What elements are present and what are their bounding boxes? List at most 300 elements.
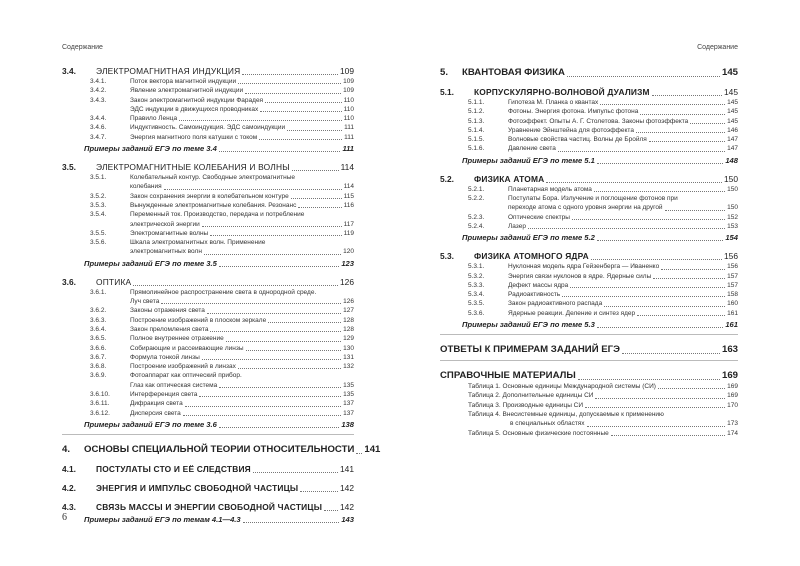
toc-number: 3.6.11. <box>90 400 110 408</box>
toc-leader <box>572 219 725 220</box>
toc-title: Дисперсия света <box>130 409 181 417</box>
toc-title-cont: электрической энергии <box>130 220 200 228</box>
toc-leader <box>578 379 720 380</box>
toc-page: 141 <box>340 463 354 474</box>
toc-title: ФИЗИКА АТОМНОГО ЯДРА <box>474 251 589 262</box>
toc-title: Электромагнитные волны <box>130 229 209 237</box>
toc-number: 3.4.4. <box>90 115 107 123</box>
toc-item <box>62 96 354 105</box>
toc-page: 123 <box>341 258 354 268</box>
toc-title: ЭЛЕКТРОМАГНИТНЫЕ КОЛЕБАНИЯ И ВОЛНЫ <box>96 162 290 173</box>
toc-title: Закон преломления света <box>130 325 209 333</box>
toc-leader <box>587 426 726 427</box>
toc-item <box>62 238 354 257</box>
toc-title: Уравнение Эйнштейна для фотоэффекта <box>508 126 634 134</box>
toc-page: 126 <box>340 276 354 287</box>
toc-number: 5.3.2. <box>468 272 485 280</box>
toc-leader <box>611 435 725 436</box>
toc-section <box>62 277 354 288</box>
toc-leader <box>300 491 338 492</box>
toc-page: 130 <box>343 344 354 352</box>
toc-leader <box>253 472 338 473</box>
toc-leader <box>259 139 342 140</box>
toc-item <box>62 123 354 132</box>
toc-item <box>440 117 738 126</box>
toc-page: 157 <box>727 272 738 280</box>
toc-leader <box>594 191 725 192</box>
toc-leader <box>690 123 725 124</box>
toc-title: Законы отражения света <box>130 307 205 315</box>
toc-item <box>62 334 354 343</box>
toc-page: 173 <box>727 420 738 428</box>
toc-number: 4.3. <box>62 501 76 512</box>
toc-title: Закон сохранения энергии в колебательном контуре <box>130 192 289 200</box>
toc-number: 3.6.12. <box>90 409 110 417</box>
toc-page: 135 <box>343 391 354 399</box>
toc-examples <box>62 143 354 154</box>
toc-title: Построение изображений в плоском зеркале <box>130 316 267 324</box>
toc-item <box>62 399 354 408</box>
toc-title: Примеры заданий ЕГЭ по теме 3.6 <box>84 419 217 429</box>
toc-number: 5.2.1. <box>468 185 485 193</box>
toc-leader <box>199 396 341 397</box>
toc-item <box>62 229 354 238</box>
toc-leader <box>292 170 339 171</box>
toc-leader <box>246 350 342 351</box>
toc-page: 169 <box>727 392 738 400</box>
toc-number: 5.1.2. <box>468 108 485 116</box>
toc-item <box>62 390 354 399</box>
toc-leader <box>238 368 341 369</box>
toc-title: Лазер <box>508 222 526 230</box>
toc-number: 5.3.4. <box>468 291 485 299</box>
toc-examples <box>62 419 354 430</box>
section-divider <box>440 334 738 335</box>
toc-page: 120 <box>343 248 354 256</box>
toc-number: 3.5.2. <box>90 192 107 200</box>
toc-title: Оптические спектры <box>508 213 570 221</box>
toc-table-item <box>440 391 738 400</box>
toc-item <box>62 362 354 371</box>
toc-leader <box>637 315 725 316</box>
toc-page: 131 <box>343 353 354 361</box>
toc-leader <box>665 210 726 211</box>
toc-table-item <box>440 382 738 391</box>
toc-item <box>62 133 354 142</box>
toc-leader <box>291 198 342 199</box>
toc-leader <box>622 353 720 354</box>
toc-leader <box>562 296 725 297</box>
toc-number: 3.6.9. <box>90 372 107 380</box>
toc-title: Таблица 4. Внесистемные единицы, допускаемые к применению <box>468 410 664 418</box>
toc-leader <box>161 303 341 304</box>
toc-number: 5.1. <box>440 87 454 97</box>
toc-number: 5.1.4. <box>468 126 485 134</box>
toc-number: 3.5.4. <box>90 211 107 219</box>
toc-table-item <box>440 401 738 410</box>
toc-item <box>440 299 738 308</box>
toc-title: Примеры заданий ЕГЭ по теме 5.2 <box>462 233 595 243</box>
toc-number: 4. <box>62 443 71 455</box>
toc-page: 137 <box>343 400 354 408</box>
toc-page: 129 <box>343 335 354 343</box>
toc-title: Ядерные реакции. Деление и синтез ядер <box>508 309 636 317</box>
toc-page: 160 <box>727 300 738 308</box>
toc-title: Давление света <box>508 145 556 153</box>
toc-title: Планетарная модель атома <box>508 185 592 193</box>
toc-number: 3.4.3. <box>90 96 107 104</box>
toc-title: Интерференция света <box>130 391 198 399</box>
toc-page: 109 <box>340 66 354 76</box>
toc-page: 152 <box>727 213 738 221</box>
toc-title: КВАНТОВАЯ ФИЗИКА <box>462 67 565 78</box>
toc-number: 3.6.7. <box>90 353 107 361</box>
toc-title: ОПТИКА <box>96 276 132 287</box>
toc-page: 150 <box>727 185 738 193</box>
section-divider <box>440 360 738 361</box>
toc-leader <box>164 189 342 190</box>
toc-page: 161 <box>725 320 738 330</box>
toc-table-item <box>440 429 738 438</box>
toc-item <box>440 144 738 153</box>
toc-page: 161 <box>727 309 738 317</box>
toc-chapter <box>62 443 381 456</box>
toc-title: Поток вектора магнитной индукции <box>130 78 237 85</box>
toc-page: 110 <box>343 105 354 113</box>
toc-section <box>440 174 738 185</box>
toc-title-cont: Луч света <box>130 298 160 306</box>
toc-leader <box>260 111 341 112</box>
toc-leader <box>595 398 725 399</box>
toc-number: 3.5.5. <box>90 229 107 237</box>
toc-leader <box>238 83 341 84</box>
toc-page: 132 <box>343 363 354 371</box>
toc-page: 138 <box>341 419 354 429</box>
toc-page: 128 <box>343 316 354 324</box>
toc-item <box>62 306 354 315</box>
toc-page: 148 <box>725 155 738 165</box>
toc-page: 110 <box>343 96 354 104</box>
toc-column-right <box>440 58 738 438</box>
toc-leader <box>243 522 340 523</box>
toc-title: Примеры заданий ЕГЭ по темам 4.1—4.3 <box>84 514 241 524</box>
toc-number: 3.6.3. <box>90 316 107 324</box>
toc-page: 110 <box>343 115 354 123</box>
toc-item <box>62 325 354 334</box>
toc-page: 115 <box>343 192 354 200</box>
toc-page: 135 <box>343 381 354 389</box>
toc-item <box>440 135 738 144</box>
toc-page: 142 <box>340 501 354 512</box>
toc-title: Нуклонная модель ядра Гейзенберга — Иваненко <box>508 263 660 271</box>
toc-number <box>440 410 468 419</box>
toc-page: 142 <box>340 482 354 493</box>
toc-title: Построение изображений в линзах <box>130 363 236 371</box>
toc-leader <box>226 341 341 342</box>
toc-leader <box>204 254 341 255</box>
toc-page: 141 <box>364 443 381 455</box>
toc-title: ЭНЕРГИЯ И ИМПУЛЬС СВОБОДНОЙ ЧАСТИЦЫ <box>96 482 299 493</box>
toc-number: 5. <box>440 67 449 78</box>
toc-leader <box>597 163 723 164</box>
toc-leader <box>298 207 341 208</box>
toc-item <box>440 185 738 194</box>
toc-title: Примеры заданий ЕГЭ по теме 3.4 <box>84 144 217 154</box>
toc-number: 3.5.3. <box>90 201 107 209</box>
toc-examples <box>440 155 738 166</box>
toc-page: 145 <box>727 117 738 125</box>
toc-number: 3.6.6. <box>90 344 107 352</box>
toc-title: Постулаты Бора. Излучение и поглощение фотонов при <box>508 195 678 203</box>
running-header-right: Содержание <box>697 44 738 51</box>
toc-page: 109 <box>343 87 354 95</box>
toc-title: Колебательный контур. Свободные электромагнитные <box>130 174 295 182</box>
toc-title: Формула тонкой линзы <box>130 353 200 361</box>
toc-page: 146 <box>727 126 738 134</box>
toc-page: 153 <box>727 222 738 230</box>
toc-title: ЭЛЕКТРОМАГНИТНАЯ ИНДУКЦИЯ <box>96 66 241 76</box>
toc-leader <box>207 313 341 314</box>
toc-page: 145 <box>727 108 738 116</box>
toc-title: Примеры заданий ЕГЭ по теме 5.1 <box>462 155 595 165</box>
toc-leader <box>183 415 341 416</box>
toc-title: Фотоны. Энергия фотона. Импульс фотона <box>508 108 639 116</box>
toc-page: 137 <box>343 409 354 417</box>
toc-item <box>440 262 738 271</box>
toc-title: Гипотеза М. Планка о квантах <box>508 99 599 106</box>
toc-page: 169 <box>721 370 738 382</box>
toc-number: 4.1. <box>62 463 76 474</box>
toc-examples <box>440 319 738 330</box>
toc-title: Закон радиоактивного распада <box>508 300 603 308</box>
toc-item <box>440 107 738 116</box>
toc-item <box>440 222 738 231</box>
toc-section <box>62 162 354 173</box>
toc-item <box>62 316 354 325</box>
toc-page: 128 <box>343 325 354 333</box>
toc-leader <box>597 240 723 241</box>
toc-section <box>62 483 354 494</box>
toc-leader <box>268 322 341 323</box>
toc-title: ОСНОВЫ СПЕЦИАЛЬНОЙ ТЕОРИИ ОТНОСИТЕЛЬНОСТИ <box>84 443 355 455</box>
toc-page: 117 <box>343 220 354 228</box>
toc-item <box>440 194 738 213</box>
toc-title: ФИЗИКА АТОМА <box>474 173 545 184</box>
toc-number: 3.6.2. <box>90 307 107 315</box>
toc-leader <box>636 132 725 133</box>
toc-page: 150 <box>724 173 738 184</box>
toc-number: 5.1.6. <box>468 145 485 153</box>
toc-leader <box>600 104 725 105</box>
toc-item <box>62 77 354 86</box>
toc-title-cont: Глаз как оптическая система <box>130 381 218 389</box>
toc-leader <box>591 259 722 260</box>
toc-number: 5.1.1. <box>468 99 485 106</box>
toc-number: 3.5. <box>62 162 76 173</box>
toc-title: Примеры заданий ЕГЭ по теме 5.3 <box>462 320 595 330</box>
toc-leader <box>219 266 339 267</box>
toc-page: 150 <box>727 204 738 212</box>
toc-leader <box>546 182 722 183</box>
running-header-left: Содержание <box>62 44 103 51</box>
toc-item <box>62 173 354 192</box>
toc-page: 111 <box>344 124 354 132</box>
toc-page: 111 <box>344 133 354 141</box>
toc-leader <box>202 226 342 227</box>
toc-leader <box>652 95 722 96</box>
toc-title-cont: переходе атома с одного уровня энергии на другой <box>508 204 663 212</box>
toc-title: Примеры заданий ЕГЭ по теме 3.5 <box>84 258 217 268</box>
toc-item <box>440 272 738 281</box>
toc-number: 3.6.10. <box>90 391 110 399</box>
toc-leader <box>179 120 342 121</box>
toc-number: 3.4.1. <box>90 78 107 85</box>
toc-title: СВЯЗЬ МАССЫ И ЭНЕРГИИ СВОБОДНОЙ ЧАСТИЦЫ <box>96 501 323 512</box>
toc-leader <box>324 510 338 511</box>
toc-page: 143 <box>341 514 354 524</box>
toc-number: 3.4.2. <box>90 87 107 95</box>
toc-title: Таблица 5. Основные физические постоянные <box>468 429 609 437</box>
toc-title: Явление электромагнитной индукции <box>130 87 244 95</box>
toc-number: 3.4.6. <box>90 124 107 132</box>
toc-item <box>62 210 354 229</box>
page-number: 6 <box>62 512 67 523</box>
toc-column-left <box>62 58 381 525</box>
toc-item <box>440 281 738 290</box>
toc-title: Собирающие и рассеивающие линзы <box>130 344 244 352</box>
toc-title: Правило Ленца <box>130 115 178 123</box>
toc-page: 114 <box>340 162 354 173</box>
toc-number: 5.3.3. <box>468 281 485 289</box>
toc-title: ОТВЕТЫ К ПРИМЕРАМ ЗАДАНИЙ ЕГЭ <box>440 344 620 356</box>
toc-page: 147 <box>727 136 738 144</box>
toc-leader <box>210 235 341 236</box>
toc-item <box>440 309 738 318</box>
toc-section <box>440 251 738 262</box>
toc-leader <box>640 114 725 115</box>
toc-leader <box>219 427 339 428</box>
toc-number: 3.4. <box>62 66 76 76</box>
toc-page: 156 <box>727 263 738 271</box>
toc-item <box>440 126 738 135</box>
toc-number: 3.6.5. <box>90 335 107 343</box>
toc-number: 5.2.2. <box>468 195 485 203</box>
toc-page: 158 <box>727 291 738 299</box>
toc-title: Вынужденные электромагнитные колебания. Резонанс <box>130 201 297 209</box>
toc-number: 5.3.6. <box>468 309 485 317</box>
toc-item <box>62 114 354 123</box>
toc-title: Закон электромагнитной индукции Фарадея <box>130 96 264 104</box>
toc-title: Таблица 1. Основные единицы Международной системы (СИ) <box>468 383 656 391</box>
toc-title: Фотоаппарат как оптический прибор. <box>130 372 242 380</box>
toc-leader <box>567 76 720 77</box>
toc-number: 5.3. <box>440 251 454 262</box>
toc-leader <box>585 407 725 408</box>
toc-leader <box>658 388 725 389</box>
toc-leader <box>133 285 338 286</box>
toc-chapter <box>440 370 738 382</box>
toc-page: 145 <box>724 87 738 97</box>
toc-chapter <box>440 344 738 356</box>
toc-title: Переменный ток. Производство, передача и потребление <box>130 211 305 219</box>
toc-leader <box>649 141 725 142</box>
toc-title: Индуктивность. Самоиндукция. ЭДС самоиндукции <box>130 124 286 132</box>
toc-examples <box>62 258 354 269</box>
toc-section <box>62 502 354 513</box>
toc-item <box>62 105 354 114</box>
toc-leader <box>210 331 341 332</box>
toc-number: 4.2. <box>62 482 76 493</box>
toc-section <box>62 66 354 77</box>
toc-item <box>62 86 354 95</box>
toc-leader <box>661 269 725 270</box>
toc-title: Шкала электромагнитных волн. Применение <box>130 239 266 247</box>
toc-title: КОРПУСКУЛЯРНО-ВОЛНОВОЙ ДУАЛИЗМ <box>474 87 650 97</box>
toc-page: 174 <box>727 429 738 437</box>
toc-item <box>440 213 738 222</box>
toc-leader <box>219 387 341 388</box>
toc-title: СПРАВОЧНЫЕ МАТЕРИАЛЫ <box>440 370 576 382</box>
toc-title: ЭДС индукции в движущихся проводниках <box>130 105 259 113</box>
section-divider <box>62 434 354 435</box>
toc-leader <box>356 453 362 454</box>
toc-title: Фотоэффект. Опыты А. Г. Столетова. Законы фотоэффекта <box>508 117 689 125</box>
toc-item <box>62 192 354 201</box>
toc-leader <box>570 287 725 288</box>
toc-leader <box>265 102 342 103</box>
toc-leader <box>219 151 341 152</box>
toc-page: 114 <box>343 183 354 191</box>
toc-page: 157 <box>727 281 738 289</box>
toc-title: Энергия связи нуклонов в ядре. Ядерные силы <box>508 272 652 280</box>
toc-title: Дифракция света <box>130 400 183 408</box>
toc-item <box>62 288 354 307</box>
toc-page: 154 <box>725 233 738 243</box>
toc-number: 5.1.5. <box>468 136 485 144</box>
toc-title-cont: электромагнитных волн <box>130 248 202 256</box>
toc-page: 109 <box>343 78 354 85</box>
toc-title: Волновые свойства частиц. Волны де Бройля <box>508 136 647 144</box>
toc-leader <box>597 327 723 328</box>
toc-examples <box>440 232 738 243</box>
toc-number: 3.6.8. <box>90 363 107 371</box>
toc-page: 116 <box>343 201 354 209</box>
toc-leader <box>245 93 341 94</box>
toc-page: 170 <box>727 401 738 409</box>
toc-number: 5.2.3. <box>468 213 485 221</box>
toc-title-cont: колебания <box>130 183 162 191</box>
toc-number: 3.6. <box>62 276 76 287</box>
toc-number: 5.2.4. <box>468 222 485 230</box>
toc-leader <box>185 406 341 407</box>
toc-page: 126 <box>343 298 354 306</box>
toc-title: Дефект массы ядра <box>508 281 569 289</box>
toc-title: Прямолинейное распространение света в однородной среде. <box>130 288 317 296</box>
toc-page: 127 <box>343 307 354 315</box>
toc-leader <box>653 278 725 279</box>
toc-title: Таблица 2. Дополнительные единицы СИ <box>468 392 594 400</box>
toc-leader <box>604 306 725 307</box>
toc-title: Таблица 3. Производные единицы СИ <box>468 401 584 409</box>
toc-page: 169 <box>727 383 738 391</box>
toc-item <box>62 344 354 353</box>
toc-leader <box>558 151 725 152</box>
toc-examples <box>62 514 354 525</box>
toc-item <box>440 290 738 299</box>
toc-item <box>62 409 354 418</box>
toc-title-cont: в специальных областях <box>510 420 585 428</box>
toc-number: 5.1.3. <box>468 117 485 125</box>
